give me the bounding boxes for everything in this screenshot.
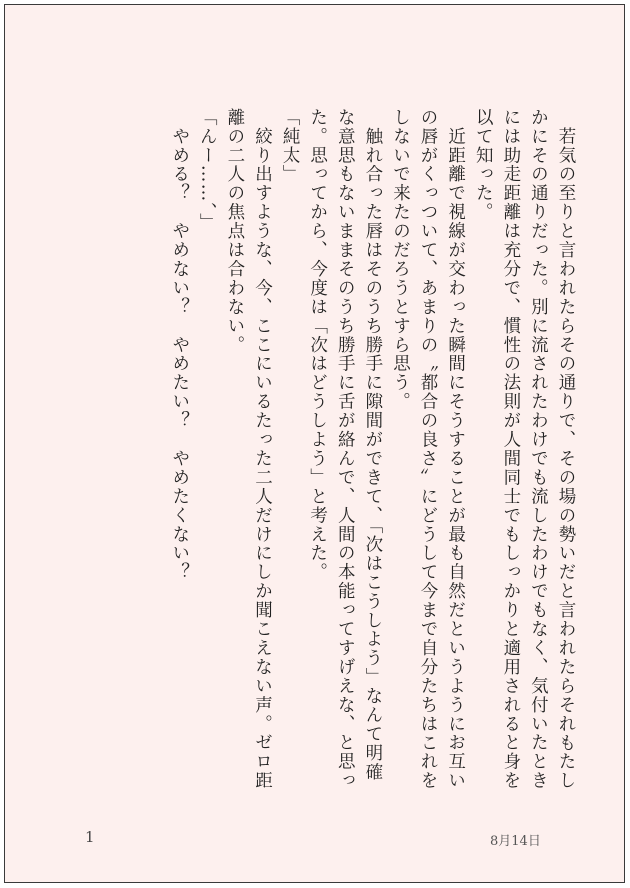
text-line: かにその通りだった。別に流されたわけでも流したわけでもなく、気付いたとき bbox=[528, 108, 549, 791]
text-line: 触れ合った唇はそのうち勝手に隙間ができて、「次はこうしよう」なんて明確 bbox=[362, 108, 383, 782]
footer-date: 8月14日 bbox=[490, 834, 541, 849]
text-line: 絞り出すような、今、ここにいるたった二人だけにしか聞こえない声。ゼロ距 bbox=[252, 108, 273, 791]
text-line: やめる？ やめない？ やめたい？ やめたくない？ bbox=[169, 108, 190, 582]
text-line: しないで来たのだろうとすら思う。 bbox=[390, 108, 411, 412]
page-number: 1 bbox=[85, 828, 95, 846]
text-line: 「純太」 bbox=[280, 108, 301, 184]
text-line: 「んー……、」 bbox=[197, 108, 218, 232]
text-line: 若気の至りと言われたらその通りで、その場の勢いだと言われたらそれもたし bbox=[556, 108, 576, 791]
text-line: 離の二人の焦点は合わない。 bbox=[224, 108, 245, 355]
text-line: 以て知った。 bbox=[473, 108, 494, 222]
text-line: には助走距離は充分で、慣性の法則が人間同士でもしっかりと適用されると身を bbox=[500, 108, 521, 791]
text-line: の唇がくっついて、あまりの〝都合の良さ〟にどうして今まで自分たちはこれを bbox=[418, 108, 439, 791]
vertical-body-text bbox=[165, 108, 579, 808]
text-line: 近距離で視線が交わった瞬間にそうすることが最も自然だというようにお互い bbox=[445, 108, 466, 791]
text-line: な意思もないままそのうち勝手に舌が絡んで、人間の本能ってすげえな、と思っ bbox=[335, 108, 356, 791]
text-line: た。思ってから、今度は「次はどうしよう」と考えた。 bbox=[307, 108, 328, 582]
document-page bbox=[4, 4, 625, 883]
